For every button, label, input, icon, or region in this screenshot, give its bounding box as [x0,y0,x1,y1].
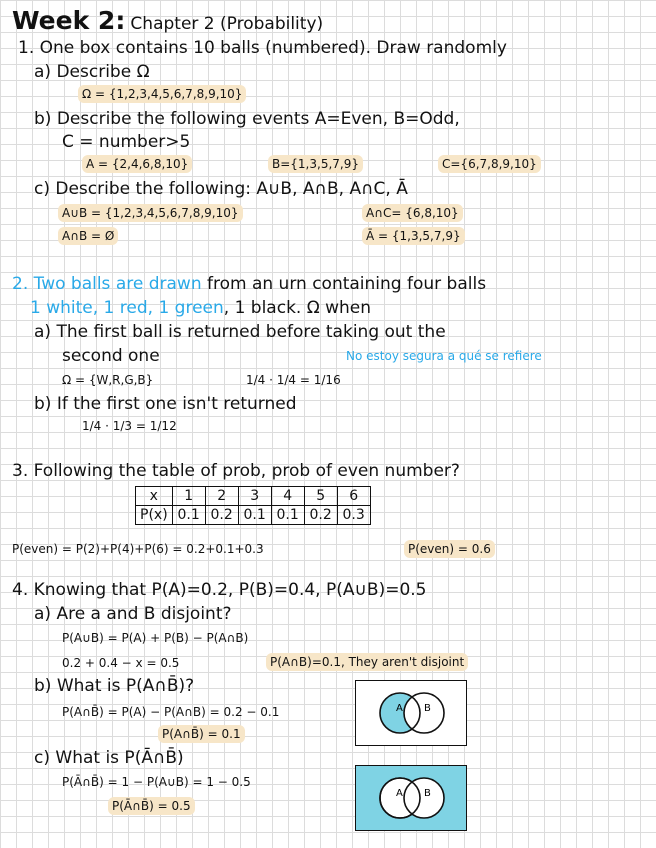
week-label: Week 2: [12,6,126,35]
page-title [12,8,323,33]
table-row-x [136,487,371,506]
q4-b-result: P(A∩B̄) = 0.1 [158,728,245,740]
probability-table [135,486,371,525]
venn-label-a: A [396,788,403,799]
q2-colors: 1 white, 1 red, 1 green, 1 black. Ω when [30,298,372,318]
table-cell: 0.2 [304,506,337,525]
q1-b-set-b: B={1,3,5,7,9} [268,158,363,170]
table-cell: 2 [205,487,238,506]
table-cell: 4 [271,487,304,506]
q4-a-label: a) Are a and B disjoint? [34,604,232,624]
venn-a-minus-b-drawing [356,681,466,745]
q4-a-eq1: P(A∪B) = P(A) + P(B) − P(A∩B) [62,631,249,645]
q4-a-result: P(A∩B)=0.1, They aren't disjoint [266,656,468,668]
q2-a-omega: Ω = {W,R,G,B} [62,373,154,387]
q4-a-eq2: 0.2 + 0.4 − x = 0.5 [62,656,180,670]
q1-b-label: b) Describe the following events A=Even, B=Odd, [34,109,460,129]
q1-c-a-and-c: A∩C= {6,8,10} [362,207,463,219]
chapter-title: Chapter 2 (Probability) [130,14,324,34]
q4-statement: 4. Knowing that P(A)=0.2, P(B)=0.4, P(A∪B)=0.5 [12,580,427,600]
table-cell: 0.1 [238,506,271,525]
q4-b-label: b) What is P(A∩B̄)? [34,676,195,696]
q1-c-complement: Ā = {1,3,5,7,9} [362,230,465,242]
venn-label-a: A [396,703,403,714]
q1-statement: 1. One box contains 10 balls (numbered). Draw randomly [18,38,507,58]
q4-c-eq1: P(Ā∩B̄) = 1 − P(A∪B) = 1 − 0.5 [62,775,251,789]
table-cell: 0.3 [337,506,370,525]
q4-b-eq1: P(A∩B̄) = P(A) − P(A∩B) = 0.2 − 0.1 [62,705,280,719]
q1-a-label: a) Describe Ω [34,62,150,82]
table-cell: 6 [337,487,370,506]
table-cell: P(x) [136,506,173,525]
q2-b-label: b) If the first one isn't returned [34,394,297,414]
venn-label-b: B [424,788,431,799]
q3-result: P(even) = 0.6 [404,543,495,555]
venn-complement-union [355,765,467,831]
table-cell: 5 [304,487,337,506]
table-cell: 0.1 [271,506,304,525]
q2-b-calc: 1/4 · 1/3 = 1/12 [82,419,177,433]
q1-c-label: c) Describe the following: A∪B, A∩B, A∩C, Ā [34,179,408,199]
q4-c-result: P(Ā∩B̄) = 0.5 [108,800,195,812]
q1-c-intersection: A∩B = Ø [58,230,118,242]
venn-complement-union-drawing [356,766,466,830]
table-cell: x [136,487,173,506]
q3-calc: P(even) = P(2)+P(4)+P(6) = 0.2+0.1+0.3 [12,542,264,556]
table-cell: 1 [172,487,205,506]
venn-label-b: B [424,703,431,714]
table-cell: 3 [238,487,271,506]
q2-statement: 2. Two balls are drawn from an urn containing four balls [12,274,487,294]
q1-b-set-a: A = {2,4,6,8,10} [82,158,192,170]
q2-a-label-2: second one [62,346,160,366]
q1-a-answer: Ω = {1,2,3,4,5,6,7,8,9,10} [78,88,246,100]
q1-b-label-2: C = number>5 [62,132,191,152]
q2-a-calc: 1/4 · 1/4 = 1/16 [246,373,341,387]
table-cell: 0.1 [172,506,205,525]
q1-c-union: A∪B = {1,2,3,4,5,6,7,8,9,10} [58,207,243,219]
table-row-p [136,506,371,525]
q2-note: No estoy segura a qué se refiere [346,349,542,363]
table-cell: 0.2 [205,506,238,525]
q4-c-label: c) What is P(Ā∩B̄) [34,748,184,768]
q2-a-label: a) The first ball is returned before taking out the [34,322,446,342]
q1-b-set-c: C={6,7,8,9,10} [438,158,541,170]
q3-statement: 3. Following the table of prob, prob of even number? [12,461,460,481]
venn-a-minus-b [355,680,467,746]
